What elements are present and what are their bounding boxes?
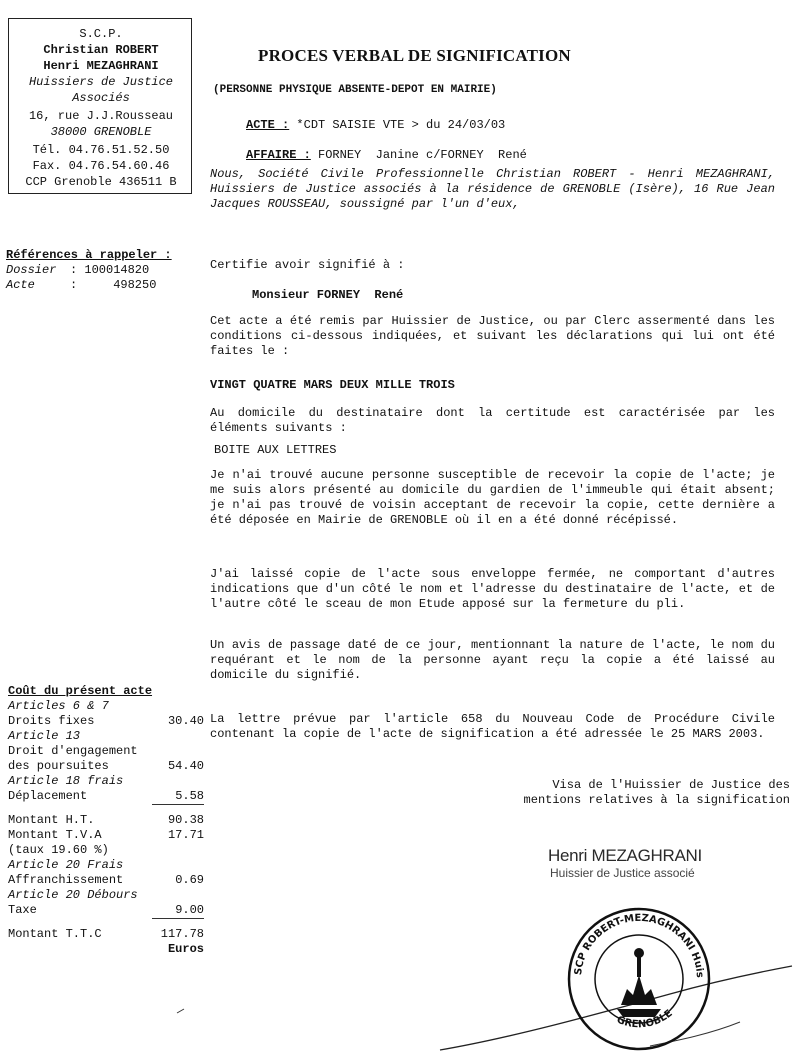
cost-row <box>8 774 204 789</box>
avis-paragraph: Un avis de passage daté de ce jour, mentionnant la nature de l'acte, le nom du requérant et le nom de la personne ayant reçu la copie a été laissé au domicile du signifié. <box>210 638 775 682</box>
cost-value: 90.38 <box>167 813 204 827</box>
firm-line: Tél. 04.76.51.52.50 <box>32 143 170 157</box>
cost-value: 5.58 <box>175 789 204 803</box>
visa-line: mentions relatives à la signification <box>523 793 790 807</box>
svg-text:SCP ROBERT-MEZAGHRANI Huissier: SCP ROBERT-MEZAGHRANI Huissiers de Justice <box>561 897 706 979</box>
cost-value: 54.40 <box>167 759 204 773</box>
firm-line: Christian ROBERT <box>43 43 159 57</box>
cost-label: Montant H.T. <box>8 813 95 827</box>
cost-row <box>8 903 204 918</box>
stamp-emblem <box>617 948 661 1017</box>
cost-label: Articles 6 & 7 <box>8 699 109 713</box>
cost-label: Article 18 frais <box>8 774 124 788</box>
cost-row <box>8 714 204 729</box>
cost-total-value: 117.78 <box>160 927 204 941</box>
affaire-value: FORNEY Janine c/FORNEY René <box>318 148 527 162</box>
document-title: PROCES VERBAL DE SIGNIFICATION <box>258 46 571 65</box>
cost-total-label: Montant T.T.C <box>8 927 102 941</box>
firm-header-box <box>8 18 192 194</box>
svg-text:GRENOBLE: GRENOBLE <box>615 1007 675 1031</box>
visa-line: Visa de l'Huissier de Justice des <box>552 778 790 792</box>
cost-label: Article 20 Débours <box>8 888 138 902</box>
firm-line: 16, rue J.J.Rousseau <box>28 109 174 123</box>
cost-currency-row <box>8 942 204 957</box>
cost-table <box>8 684 204 957</box>
dossier-value: : 100014820 <box>70 263 150 277</box>
dossier-label: Dossier <box>6 263 57 277</box>
cost-label: Droits fixes <box>8 714 95 728</box>
date-in-words: VINGT QUATRE MARS DEUX MILLE TROIS <box>210 378 455 392</box>
references-block <box>6 248 172 293</box>
cost-label: Affranchissement <box>8 873 124 887</box>
cost-row <box>8 888 204 903</box>
affaire-label: AFFAIRE : <box>246 148 311 162</box>
cost-label: Déplacement <box>8 789 88 803</box>
intro-paragraph: Nous, Société Civile Professionnelle Christian ROBERT - Henri MEZAGHRANI, Huissiers de Justice associés à la résidence de GRENOBLE (Isère), 16 Rue Jean Jacques ROUSSEAU, soussigné par l'un d'eux, <box>210 167 775 211</box>
cost-value: 9.00 <box>175 903 204 917</box>
laisse-paragraph: J'ai laissé copie de l'acte sous enveloppe fermée, ne comportant d'autres indications que d'un côté le nom et l'adresse du destinataire de l'acte, et de l'autre côté le sceau de mon Etude apposé sur la fermeture du pli. <box>210 567 775 611</box>
cost-label: Montant T.V.A <box>8 828 102 842</box>
firm-line: Fax. 04.76.54.60.46 <box>32 159 170 173</box>
cost-label: (taux 19.60 %) <box>8 843 109 857</box>
references-title: Références à rappeler : <box>6 248 172 262</box>
cost-row <box>8 789 204 804</box>
official-stamp-seal <box>561 897 713 1053</box>
cost-row <box>8 873 204 888</box>
document-subtitle: (PERSONNE PHYSIQUE ABSENTE-DEPOT EN MAIRIE) <box>213 84 497 96</box>
cost-row <box>8 744 204 759</box>
cost-row <box>8 759 204 774</box>
signatory-name: Henri MEZAGHRANI <box>548 846 702 865</box>
cost-currency: Euros <box>167 942 204 956</box>
signatory-role: Huissier de Justice associé <box>550 866 695 880</box>
affaire-line <box>246 148 527 162</box>
firm-line: CCP Grenoble 436511 B <box>25 175 177 189</box>
visa-block <box>470 778 790 808</box>
cost-title: Coût du présent acte <box>8 684 153 698</box>
firm-line: Henri MEZAGHRANI <box>43 59 159 73</box>
acte-ref-label: Acte <box>6 278 35 292</box>
cost-label: Article 20 Frais <box>8 858 124 872</box>
firm-line: Associés <box>72 91 130 105</box>
cost-value: 0.69 <box>175 873 204 887</box>
cost-row <box>8 858 204 873</box>
remis-paragraph: Cet acte a été remis par Huissier de Justice, ou par Clerc assermenté dans les conditions ci-dessous indiquées, et suivant les déclarations qui lui ont été faites le : <box>210 314 775 358</box>
acte-value: *CDT SAISIE VTE > du 24/03/03 <box>296 118 506 132</box>
cost-label: Taxe <box>8 903 37 917</box>
firm-line: S.C.P. <box>79 27 123 41</box>
acte-ref-value: : 498250 <box>70 278 157 292</box>
cost-label: des poursuites <box>8 759 109 773</box>
lettre-paragraph: La lettre prévue par l'article 658 du Nouveau Code de Procédure Civile contenant la copie de l'acte de signification a été adressée le 25 MARS 2003. <box>210 712 775 741</box>
certifie-line: Certifie avoir signifié à : <box>210 258 405 272</box>
recipient-name: Monsieur FORNEY René <box>252 288 404 302</box>
cost-row <box>8 843 204 858</box>
boite-aux-lettres: BOITE AUX LETTRES <box>214 443 337 457</box>
cost-value: 30.40 <box>167 714 204 728</box>
cost-total-row <box>8 927 204 942</box>
firm-line: Huissiers de Justice <box>28 75 174 89</box>
acte-label: ACTE : <box>246 118 290 132</box>
cost-value: 17.71 <box>167 828 204 842</box>
cost-label: Droit d'engagement <box>8 744 138 758</box>
cost-row <box>8 828 204 843</box>
domicile-paragraph: Au domicile du destinataire dont la certitude est caractérisée par les éléments suivants : <box>210 406 775 435</box>
firm-line: 38000 GRENOBLE <box>50 125 152 139</box>
stray-mark <box>176 1008 186 1014</box>
cost-row <box>8 699 204 714</box>
cost-row <box>8 729 204 744</box>
cost-label: Article 13 <box>8 729 81 743</box>
cost-row <box>8 813 204 828</box>
acte-line <box>246 118 505 132</box>
personne-paragraph: Je n'ai trouvé aucune personne susceptible de recevoir la copie de l'acte; je me suis alors présenté au domicile du gardien de l'immeuble qui était absent; je n'ai pas trouvé de voisin acceptant de recevoir la copie, cette dernière a été déposée en Mairie de GRENOBLE où il en a été donné récépissé. <box>210 468 775 527</box>
